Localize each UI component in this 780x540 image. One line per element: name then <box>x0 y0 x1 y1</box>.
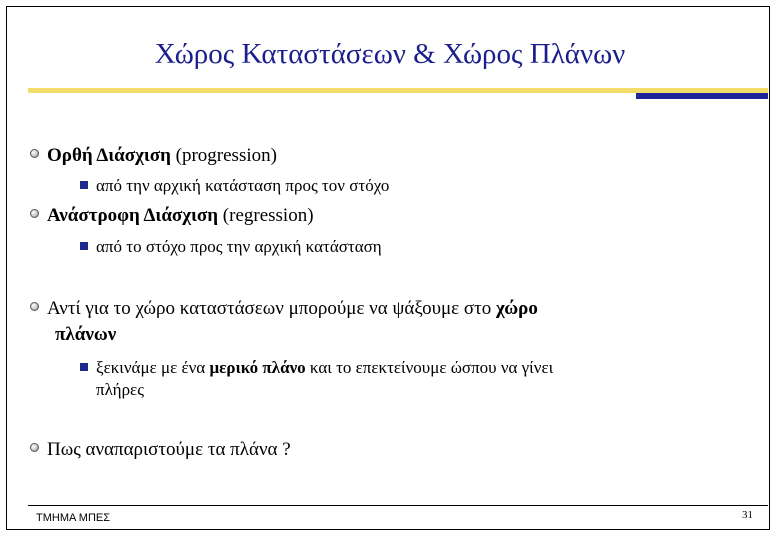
sub-bullet-bold-text: μερικό πλάνο <box>209 358 306 377</box>
bullet-dot-icon <box>30 443 39 452</box>
bullet-plan-space-line2: πλάνων <box>55 324 117 345</box>
bullet-bold-text: χώρο <box>496 298 538 319</box>
sub-bullet-text: από το στόχο προς την αρχική κατάσταση <box>96 237 382 256</box>
sub-bullet-regression <box>80 236 382 258</box>
square-bullet-icon <box>80 242 88 250</box>
bullet-text: (regression) <box>218 205 314 226</box>
sub-bullet-text: και το επεκτείνουμε ώσπου να γίνει <box>305 358 554 377</box>
square-bullet-icon <box>80 181 88 189</box>
footer-text: ΤΜΗΜΑ ΜΠΕΣ <box>36 512 111 524</box>
bullet-dot-icon <box>30 149 39 158</box>
bullet-dot-icon <box>30 209 39 218</box>
slide-title: Χώρος Καταστάσεων & Χώρος Πλάνων <box>154 38 626 70</box>
sub-bullet-text: ξεκινάμε με ένα <box>96 358 210 377</box>
bullet-progression <box>30 143 277 169</box>
bullet-bold-text: Ανάστροφη Διάσχιση <box>47 205 219 226</box>
sub-bullet-progression <box>80 175 389 197</box>
square-bullet-icon <box>80 363 88 371</box>
bullet-regression <box>30 203 314 229</box>
footer-rule <box>28 505 768 506</box>
bullet-dot-icon <box>30 302 39 311</box>
page-number: 31 <box>742 509 753 521</box>
bullet-text: Πως αναπαριστούμε τα πλάνα ? <box>47 439 291 460</box>
bullet-bold-text: Ορθή Διάσχιση <box>47 145 171 166</box>
bullet-text: Αντί για το χώρο καταστάσεων μπορούμε να ψάξουμε στο <box>47 298 497 319</box>
sub-bullet-text: από την αρχική κατάσταση προς τον στόχο <box>96 176 390 195</box>
sub-bullet-partial-plan <box>80 357 553 379</box>
bullet-plan-representation <box>30 437 291 463</box>
bullet-text: (progression) <box>170 145 277 166</box>
title-rule-blue <box>636 93 768 99</box>
bullet-plan-space <box>30 296 538 322</box>
sub-bullet-partial-plan-line2: πλήρες <box>96 380 144 399</box>
